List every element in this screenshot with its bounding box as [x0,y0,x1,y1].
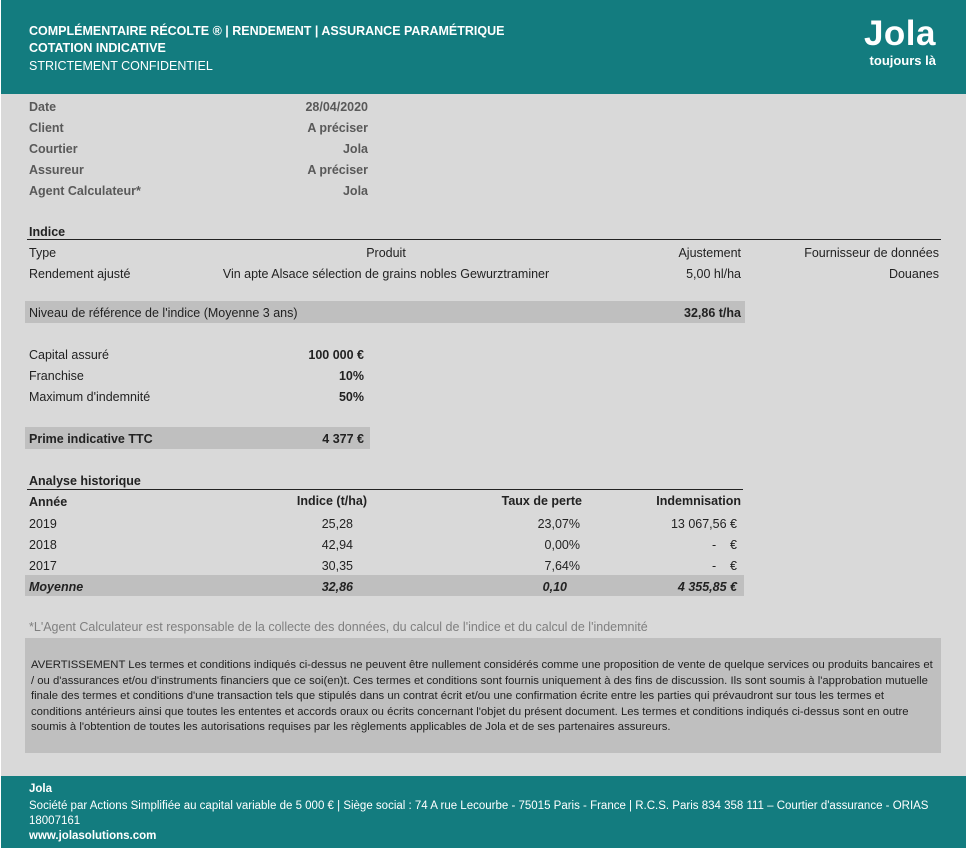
hist-header-indemnisation: Indemnisation [656,494,741,508]
footer-orias-number: 18007161 [29,815,81,827]
indice-header-type: Type [29,246,57,260]
hist-moyenne-label: Moyenne [29,580,84,594]
info-label-assureur: Assureur [29,163,84,177]
footer-banner [1,776,966,848]
indice-divider [27,239,941,240]
capital-label: Capital assuré [29,348,109,362]
capital-value: 100 000 € [308,348,364,362]
indice-section-title: Indice [29,225,66,239]
indice-type: Rendement ajusté [29,267,131,281]
document-subtitle: COTATION INDICATIVE [29,41,166,55]
indice-header-ajustement: Ajustement [678,246,741,260]
indice-header-produit: Produit [366,246,406,260]
hist-row-2019-indice: 25,28 [321,517,353,531]
footer-website-link[interactable]: www.jolasolutions.com [29,830,157,842]
disclaimer-box: AVERTISSEMENT Les termes et conditions indiqués ci-dessus ne peuvent être nullement considérés comme une proposition de vente de quelque services ou produits bancaires et / ou d'assurances et/ou d'instruments financiers que ce soi(en)t. Ces termes et conditions sont fournis uniquement à des fins de discussion. Ils sont soumis à l'approbation mutuelle finale des termes et conditions d'une transaction tels que stipulés dans un contrat écrit et/ou une confirmation écrite entre les parties qui prévaudront sur tous les termes et conditions antérieurs ainsi que toutes les ententes et accords oraux ou écrits concernant l'objet du présent document. Les termes et conditions indiqués ci-dessus sont en outre soumis à l'obtention de toutes les autorisations requises par les règlements applicables de Jola et de ses partenaires assureurs. [25,638,941,753]
franchise-label: Franchise [29,369,84,383]
hist-header-annee: Année [29,495,68,509]
hist-row-2018-annee: 2018 [29,538,57,552]
hist-row-2017-indemnisation: - € [711,559,737,573]
hist-row-2019-indemnisation: 13 067,56 € [670,517,737,531]
hist-moyenne-indice: 32,86 [321,580,353,594]
historique-section-title: Analyse historique [29,474,141,488]
hist-moyenne-indemnisation: 4 355,85 € [677,580,737,594]
max-indemnite-label: Maximum d'indemnité [29,390,151,404]
info-label-client: Client [29,121,64,135]
info-value-assureur: A préciser [307,163,368,177]
hist-row-2019-taux: 23,07% [537,517,580,531]
reference-label: Niveau de référence de l'indice (Moyenne 3 ans) [29,306,298,320]
quote-content [1,94,966,776]
hist-header-indice: Indice (t/ha) [296,494,367,508]
info-value-date: 28/04/2020 [305,100,368,114]
header-banner [1,0,966,94]
max-indemnite-value: 50% [338,390,364,404]
indice-ajustement: 5,00 hl/ha [686,267,741,281]
hist-row-2019-annee: 2019 [29,517,57,531]
info-label-date: Date [29,100,57,114]
indice-fournisseur: Douanes [888,267,939,281]
info-value-courtier: Jola [342,142,368,156]
footer-legal-text: Société par Actions Simplifiée au capital variable de 5 000 € | Siège social : 74 A rue Lecourbe - 75015 Paris - France | R.C.S. Paris 834 358 111 – Courtier d'assurance - ORIAS [29,800,929,812]
hist-moyenne-taux: 0,10 [542,580,567,594]
hist-header-taux: Taux de perte [501,494,582,508]
hist-row-2017-indice: 30,35 [321,559,353,573]
hist-row-2017-annee: 2017 [29,559,57,573]
prime-value: 4 377 € [322,432,364,446]
hist-row-2017-taux: 7,64% [544,559,580,573]
logo-tagline: toujours là [869,53,936,68]
indice-header-fournisseur: Fournisseur de données [804,246,939,260]
reference-value: 32,86 t/ha [684,306,741,320]
indice-produit: Vin apte Alsace sélection de grains nobles Gewurztraminer [222,267,550,281]
franchise-value: 10% [338,369,364,383]
hist-row-2018-taux: 0,00% [544,538,580,552]
jola-logo: Jola [863,14,936,53]
info-value-agent: Jola [342,184,368,198]
agent-note: *L'Agent Calculateur est responsable de la collecte des données, du calcul de l'indice et du calcul de l'indemnité [29,620,648,634]
footer-company-name: Jola [29,783,53,795]
prime-label: Prime indicative TTC [29,432,153,446]
document-title: COMPLÉMENTAIRE RÉCOLTE ® | RENDEMENT | ASSURANCE PARAMÉTRIQUE [29,24,505,38]
historique-divider [27,489,743,490]
info-label-agent: Agent Calculateur* [29,184,141,198]
hist-row-2018-indemnisation: - € [711,538,737,552]
confidential-label: STRICTEMENT CONFIDENTIEL [29,59,213,73]
info-label-courtier: Courtier [29,142,78,156]
hist-row-2018-indice: 42,94 [321,538,353,552]
info-value-client: A préciser [307,121,368,135]
